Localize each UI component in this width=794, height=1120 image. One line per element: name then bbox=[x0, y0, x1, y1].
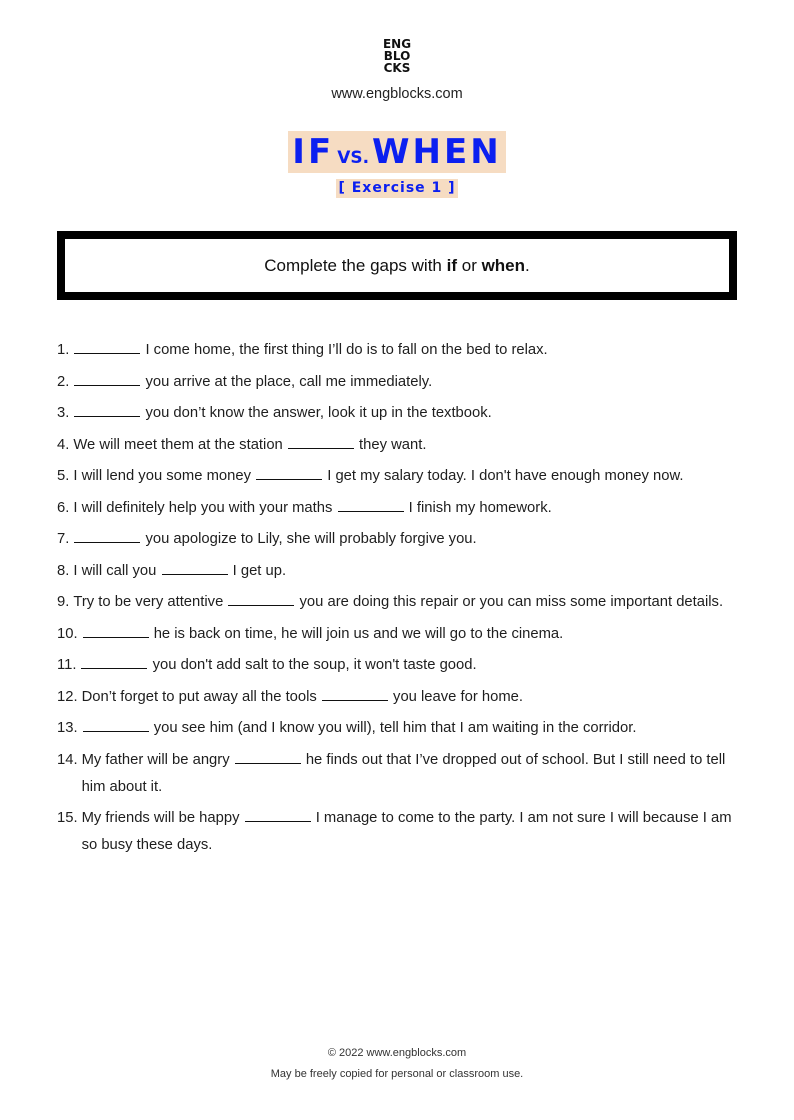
engblocks-logo bbox=[0, 38, 794, 74]
footer bbox=[0, 1043, 794, 1085]
instruction-middle: or bbox=[457, 255, 482, 275]
item-text bbox=[73, 337, 747, 364]
item-text-after: I get up. bbox=[228, 562, 287, 579]
item-text-before: I will call you bbox=[73, 562, 161, 579]
item-text-after: I get my salary today. I don't have enough money now. bbox=[323, 468, 684, 484]
answer-blank[interactable] bbox=[74, 369, 140, 386]
item-number: 9. bbox=[57, 594, 70, 610]
item-number: 10. bbox=[57, 625, 78, 642]
logo-line-1: ENG bbox=[382, 37, 412, 51]
logo-line-2: BLO bbox=[383, 49, 411, 63]
item-text bbox=[73, 526, 747, 553]
answer-blank[interactable] bbox=[228, 589, 294, 606]
answer-blank[interactable] bbox=[245, 805, 311, 822]
list-item bbox=[57, 558, 747, 585]
item-number: 3. bbox=[57, 405, 70, 421]
item-text-after: you don’t know the answer, look it up in the textbook. bbox=[141, 405, 492, 421]
item-text-after: I finish my homework. bbox=[404, 499, 552, 516]
item-text-before: I will definitely help you with your maths bbox=[73, 499, 337, 516]
item-number: 15. bbox=[57, 810, 78, 826]
item-number: 11. bbox=[57, 657, 77, 673]
item-text-before: My friends will be happy bbox=[81, 810, 244, 826]
logo-line-3: CKS bbox=[383, 61, 411, 75]
exercise-label: [ Exercise 1 ] bbox=[338, 180, 456, 196]
answer-blank[interactable] bbox=[74, 400, 140, 417]
item-text bbox=[73, 495, 747, 522]
footer-copyright: © 2022 www.engblocks.com bbox=[327, 1047, 467, 1059]
item-number: 2. bbox=[57, 373, 70, 390]
item-text-before: I will lend you some money bbox=[73, 468, 256, 484]
item-text bbox=[82, 621, 747, 648]
item-text-before: We will meet them at the station bbox=[73, 436, 287, 453]
answer-blank[interactable] bbox=[288, 432, 354, 449]
item-text bbox=[73, 432, 747, 459]
list-item bbox=[57, 621, 747, 648]
item-text bbox=[82, 715, 747, 742]
list-item bbox=[57, 400, 747, 427]
item-text bbox=[73, 589, 747, 616]
list-item bbox=[57, 337, 747, 364]
item-text bbox=[82, 684, 747, 711]
item-number: 7. bbox=[57, 531, 70, 547]
answer-blank[interactable] bbox=[322, 684, 388, 701]
instruction-option-if: if bbox=[446, 255, 458, 275]
instruction-option-when: when bbox=[481, 255, 526, 275]
item-number: 13. bbox=[57, 720, 78, 736]
item-text bbox=[73, 463, 747, 490]
item-text bbox=[82, 805, 747, 859]
item-text-after: he is back on time, he will join us and we will go to the cinema. bbox=[149, 625, 564, 642]
answer-blank[interactable] bbox=[83, 715, 149, 732]
item-text bbox=[80, 652, 747, 679]
item-number: 1. bbox=[57, 342, 70, 358]
item-text-after: they want. bbox=[354, 436, 427, 453]
answer-blank[interactable] bbox=[338, 495, 404, 512]
footer-license: May be freely copied for personal or classroom use. bbox=[270, 1068, 524, 1080]
answer-blank[interactable] bbox=[74, 526, 140, 543]
title-word-when: WHEN bbox=[372, 132, 502, 172]
site-url[interactable]: www.engblocks.com bbox=[331, 86, 463, 102]
list-item bbox=[57, 432, 747, 459]
answer-blank[interactable] bbox=[235, 747, 301, 764]
answer-blank[interactable] bbox=[162, 558, 228, 575]
list-item bbox=[57, 463, 747, 490]
item-text-before: My father will be angry bbox=[81, 751, 234, 768]
list-item bbox=[57, 526, 747, 553]
list-item bbox=[57, 684, 747, 711]
item-text-after: you see him (and I know you will), tell him that I am waiting in the corridor. bbox=[149, 720, 637, 736]
item-text-after: you apologize to Lily, she will probably forgive you. bbox=[141, 531, 477, 547]
instruction-text bbox=[264, 256, 530, 276]
list-item bbox=[57, 747, 747, 801]
list-item bbox=[57, 715, 747, 742]
exercise-list bbox=[57, 337, 747, 864]
item-text bbox=[73, 400, 747, 427]
item-text-after: he finds out that I’ve dropped out of school. But I still need to tell him about it. bbox=[81, 751, 726, 795]
item-text-after: you leave for home. bbox=[388, 688, 524, 705]
list-item bbox=[57, 652, 747, 679]
item-text bbox=[73, 558, 747, 585]
instruction-prefix: Complete the gaps with bbox=[264, 255, 447, 275]
exercise-wrap bbox=[0, 179, 794, 198]
answer-blank[interactable] bbox=[256, 463, 322, 480]
item-text-after: you arrive at the place, call me immediately. bbox=[141, 373, 433, 390]
item-number: 14. bbox=[57, 751, 78, 768]
list-item bbox=[57, 369, 747, 396]
title-word-if: IF bbox=[292, 132, 335, 172]
list-item bbox=[57, 589, 747, 616]
item-text-after: I come home, the first thing I’ll do is to fall on the bed to relax. bbox=[141, 342, 548, 358]
item-number: 12. bbox=[57, 688, 78, 705]
instruction-suffix: . bbox=[525, 255, 530, 275]
item-number: 4. bbox=[57, 436, 70, 453]
item-text-before: Try to be very attentive bbox=[73, 594, 228, 610]
title-wrap bbox=[0, 131, 794, 173]
item-text-after: you don't add salt to the soup, it won't taste good. bbox=[148, 657, 477, 673]
answer-blank[interactable] bbox=[83, 621, 149, 638]
instruction-box bbox=[57, 231, 737, 300]
item-text-after: I manage to come to the party. I am not sure I will because I am so busy these days. bbox=[81, 810, 732, 853]
item-text bbox=[82, 747, 747, 801]
title-connector: VS. bbox=[337, 148, 370, 168]
answer-blank[interactable] bbox=[81, 652, 147, 669]
item-number: 8. bbox=[57, 562, 70, 579]
list-item bbox=[57, 805, 747, 859]
item-text-after: you are doing this repair or you can miss some important details. bbox=[295, 594, 724, 610]
page-title bbox=[288, 131, 505, 173]
list-item bbox=[57, 495, 747, 522]
answer-blank[interactable] bbox=[74, 337, 140, 354]
item-number: 5. bbox=[57, 468, 70, 484]
item-number: 6. bbox=[57, 499, 70, 516]
item-text bbox=[73, 369, 747, 396]
item-text-before: Don’t forget to put away all the tools bbox=[81, 688, 321, 705]
